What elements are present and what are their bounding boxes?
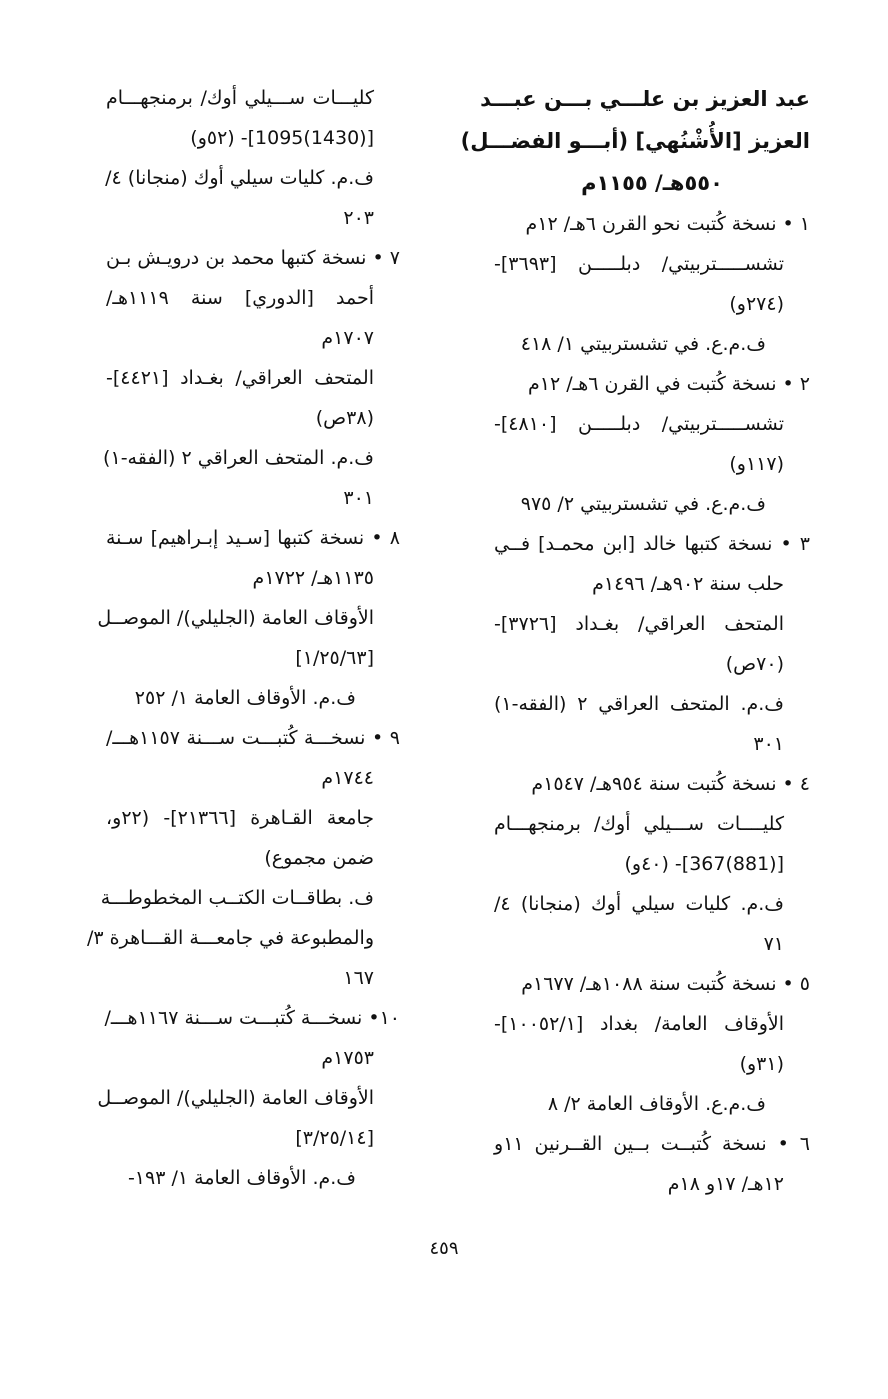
text-line: ف.م. المتحف العراقي ٢ (الفقه-١) [494, 693, 784, 715]
right-column [460, 78, 810, 1204]
text-line: ف.م. كليات سيلي أوك (منجانا) ٤/ [494, 893, 784, 915]
text-line: [(1430)1095]- (٥٢و) [190, 127, 374, 149]
text-line: الأوقاف العامة (الجليلي)/ الموصــل [97, 607, 374, 629]
text-line: ضمن مجموع) [264, 847, 374, 869]
text-line: ف.م. المتحف العراقي ٢ (الفقه-١) [103, 447, 374, 469]
text-line: المتحف العراقي/ بغـداد [٣٧٢٦]- [494, 613, 784, 635]
text-line: ٧١ [763, 933, 784, 955]
text-line: المتحف العراقي/ بغـداد [٤٤٢١]- [106, 367, 374, 389]
text-line: والمطبوعة في جامعـــة القـــاهرة ٣/ [87, 927, 374, 949]
text-line: ١٢هـ/ ١٧و ١٨م [667, 1173, 784, 1195]
text-line: تشســـــتربيتي/ دبلـــــن [٣٦٩٣]- [494, 253, 784, 275]
text-line: ١ • نسخة كُتبت نحو القرن ٦هـ/ ١٢م [525, 213, 810, 235]
text-line: (٧٠ص) [725, 653, 784, 675]
text-line: ٢ • نسخة كُتبت في القرن ٦هـ/ ١٢م [528, 373, 810, 395]
text-line: ٤ • نسخة كُتبت سنة ٩٥٤هـ/ ١٥٤٧م [531, 773, 810, 795]
left-column-lines [87, 78, 400, 1198]
text-line: (٣١و) [739, 1053, 784, 1075]
left-column [87, 78, 400, 1198]
text-line: ٢٠٣ [343, 207, 374, 229]
text-line: ٣٠١ [343, 487, 374, 509]
text-line: ١٧٤٤م [321, 767, 374, 789]
text-line: ١١٣٥هـ/ ١٧٢٢م [252, 567, 374, 589]
text-line: ف. بطاقــات الكتــب المخطوطـــة [100, 887, 374, 909]
text-line: (٢٧٤و) [729, 293, 784, 315]
text-line: حلب سنة ٩٠٢هـ/ ١٤٩٦م [592, 573, 784, 595]
text-line: ١٦٧ [343, 967, 374, 989]
text-line: ١٧٠٧م [321, 327, 374, 349]
text-line: ٣ • نسخة كتبها خالد [ابن محمـد] فــي [494, 533, 810, 555]
text-line: كليـــات ســـيلي أوك/ برمنجهـــام [106, 87, 374, 109]
text-line: ف.م.ع. في تشستربيتي ٢/ ٩٧٥ [520, 493, 766, 515]
right-column-lines [494, 204, 810, 1204]
text-line: [١/٢٥/٦٣] [295, 647, 374, 669]
text-line: الأوقاف العامة/ بغداد [١٠٠٥٢/١]- [494, 1013, 784, 1035]
text-line: تشســـــتربيتي/ دبلـــــن [٤٨١٠]- [494, 413, 784, 435]
entry-heading-line-1: عبد العزيز بن علـــي بـــن عبـــد [480, 87, 810, 111]
text-line: ٦ • نسخة كُتبــت بــين القــرنين ١١و [494, 1133, 810, 1155]
text-line: ف.م. الأوقاف العامة ١/ ٢٥٢ [134, 687, 356, 709]
text-line: ف.م.ع. في تشستربيتي ١/ ٤١٨ [520, 333, 766, 355]
text-line: كليــــات ســـيلي أوك/ برمنجهـــام [494, 813, 784, 835]
text-line: جامعة القـاهرة [٢١٣٦٦]- (٢٢و، [106, 807, 374, 829]
text-line: ٩ • نسخـــة كُتبـــت ســـنة ١١٥٧هـــ/ [106, 727, 400, 749]
text-line: ١٠• نسخـــة كُتبـــت ســـنة ١١٦٧هـــ/ [104, 1007, 400, 1029]
text-line: ١٧٥٣م [321, 1047, 374, 1069]
page-number: ٤٥٩ [429, 1238, 459, 1259]
text-line: أحمد [الدوري] سنة ١١١٩هـ/ [106, 287, 374, 309]
text-line: ٥ • نسخة كُتبت سنة ١٠٨٨هـ/ ١٦٧٧م [521, 973, 810, 995]
text-line: ٨ • نسخة كتبها [سـيد إبـراهيم] سـنة [106, 527, 400, 549]
text-line: [(881)367]- (٤٠و) [624, 853, 784, 875]
text-line: ف.م.ع. الأوقاف العامة ٢/ ٨ [547, 1093, 766, 1115]
text-line: ف.م. كليات سيلي أوك (منجانا) ٤/ [105, 167, 374, 189]
text-line: ٣٠١ [753, 733, 784, 755]
entry-heading-dates: ٥٥٠هـ/ ١١٥٥م [581, 171, 723, 195]
text-line: [٣/٢٥/١٤] [295, 1127, 374, 1149]
entry-heading-line-2: العزيز [الأُشْنُهي] (أبـــو الفضـــل) [460, 129, 810, 153]
text-line: الأوقاف العامة (الجليلي)/ الموصــل [97, 1087, 374, 1109]
text-line: ٧ • نسخة كتبها محمد بن درويـش بـن [106, 247, 400, 269]
text-line: ف.م. الأوقاف العامة ١/ ١٩٣- [127, 1167, 356, 1189]
text-line: (١١٧و) [729, 453, 784, 475]
text-line: (٣٨ص) [315, 407, 374, 429]
